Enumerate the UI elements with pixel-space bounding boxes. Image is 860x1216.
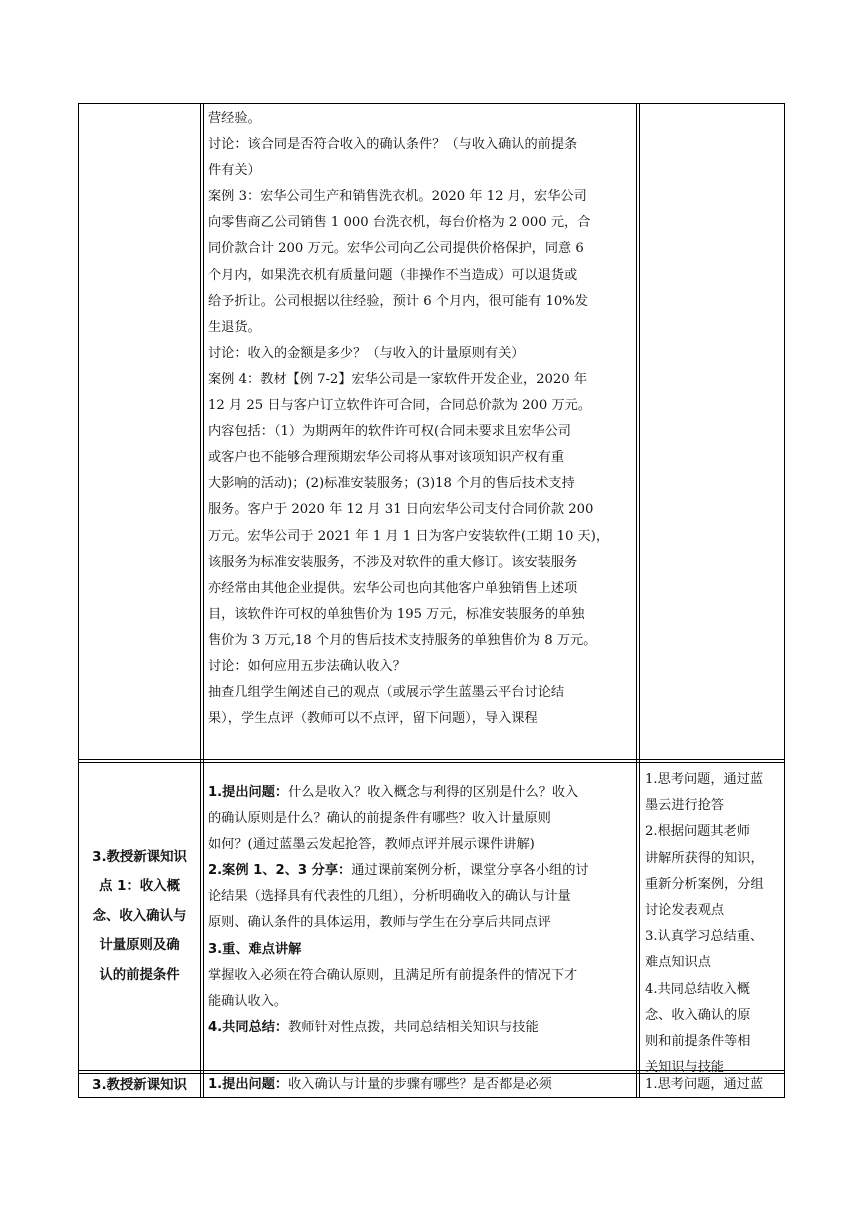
- bold-lead: 4.共同总结：: [208, 1019, 289, 1035]
- section3-middle-line: [208, 1073, 634, 1097]
- text-line: 案例 4：教材【例 7-2】宏华公司是一家软件开发企业，2020 年: [208, 371, 588, 387]
- text-line: 亦经常由其他企业提供。宏华公司也向其他客户单独销售上述项: [208, 580, 578, 596]
- text-line: 万元。宏华公司于 2021 年 1 月 1 日为客户安装软件(工期 10 天)，: [208, 528, 610, 544]
- line-text: 掌握收入必须在符合确认原则，且满足所有前提条件的情况下才: [208, 967, 578, 983]
- section2-left-cell: [79, 763, 200, 1070]
- line-text: 原则、确认条件的具体运用，教师与学生在分享后共同点评: [208, 915, 551, 931]
- topic-line: 认的前提条件: [99, 967, 180, 983]
- activity-line: 2.根据问题其老师: [645, 824, 750, 840]
- text-line: [208, 832, 634, 858]
- text-line: 讨论：如何应用五步法确认收入？: [208, 658, 406, 674]
- text-line: [208, 937, 634, 963]
- section3-middle-cell: [208, 1073, 634, 1097]
- text-line: [208, 884, 634, 910]
- section1-middle-cell: [208, 106, 634, 732]
- text-line: 给予折让。公司根据以往经验，预计 6 个月内，很可能有 10%发: [208, 293, 588, 309]
- text-line: 售价为 3 万元,18 个月的售后技术支持服务的单独售价为 8 万元。: [208, 632, 597, 648]
- bold-lead: 2.案例 1、2、3 分享：: [208, 863, 352, 879]
- activity-line: 则和前提条件等相: [645, 1034, 751, 1050]
- activity-line: 难点知识点: [645, 955, 711, 971]
- topic-line: 计量原则及确: [99, 938, 180, 954]
- section2-middle-cell: [208, 780, 634, 1041]
- text-line: [208, 910, 634, 936]
- text-line: 生退货。: [208, 319, 261, 335]
- section1-right-cell: [640, 104, 784, 759]
- text-line: [208, 858, 634, 884]
- text-line: [208, 989, 634, 1015]
- text-line: 服务。客户于 2020 年 12 月 31 日向宏华公司支付合同价款 200: [208, 502, 594, 518]
- line-text: 通过课前案例分析，课堂分享各小组的讨: [351, 863, 589, 879]
- line-text: 论结果（选择具有代表性的几组），分析明确收入的确认与计量: [208, 889, 571, 905]
- section2-left-text: [92, 843, 187, 991]
- text-line: 讨论：该合同是否符合收入的确认条件？（与收入确认的前提条: [208, 137, 578, 153]
- text-line: 个月内，如果洗衣机有质量问题（非操作不当造成）可以退货或: [208, 267, 578, 283]
- line-text: 能确认收入。: [208, 993, 288, 1009]
- text-line: 向零售商乙公司销售 1 000 台洗衣机，每台价格为 2 000 元，合: [208, 215, 591, 231]
- line-text: 如何？(通过蓝墨云发起抢答，教师点评并展示课件讲解): [208, 837, 535, 853]
- text-line: [208, 806, 634, 832]
- text-line: [208, 963, 634, 989]
- topic-line: 3.教授新课知识: [92, 849, 187, 865]
- section3-bold-lead: 1.提出问题：: [208, 1077, 289, 1092]
- activity-line: 讲解所获得的知识，: [645, 850, 764, 866]
- text-line: 该服务为标准安装服务，不涉及对软件的重大修订。该安装服务: [208, 554, 578, 570]
- text-line: 案例 3：宏华公司生产和销售洗衣机。2020 年 12 月，宏华公司: [208, 189, 587, 205]
- section3-left-cell: [79, 1073, 200, 1097]
- text-line: 12 月 25 日与客户订立软件许可合同，合同总价款为 200 万元。: [208, 398, 592, 414]
- text-line: 抽查几组学生阐述自己的观点（或展示学生蓝墨云平台讨论结: [208, 685, 565, 701]
- activity-line: 墨云进行抢答: [645, 798, 725, 814]
- line-text: 教师针对性点拨，共同总结相关知识与技能: [288, 1019, 539, 1035]
- line-text: 的确认原则是什么？确认的前提条件有哪些？收入计量原则: [208, 811, 551, 827]
- text-line: [208, 1015, 634, 1041]
- activity-line: 关知识与技能: [645, 1060, 725, 1076]
- section3-right-cell: [645, 1073, 783, 1097]
- activity-line: 重新分析案例，分组: [645, 876, 764, 892]
- bold-lead: 3.重、难点讲解: [208, 941, 302, 957]
- activity-line: 4.共同总结收入概: [645, 981, 750, 997]
- topic-line: 点 1：收入概: [99, 879, 180, 895]
- activity-line: 念、收入确认的原: [645, 1007, 751, 1023]
- text-line: 或客户也不能够合理预期宏华公司将从事对该项知识产权有重: [208, 450, 565, 466]
- section3-left-text: 3.教授新课知识: [92, 1078, 187, 1093]
- section2-right-cell: [645, 767, 783, 1081]
- text-line: [208, 780, 634, 806]
- activity-line: 讨论发表观点: [645, 903, 725, 919]
- text-line: 营经验。: [208, 111, 261, 126]
- bold-lead: 1.提出问题：: [208, 785, 289, 800]
- text-line: 大影响的活动)；(2)标准安装服务；(3)18 个月的售后技术支持: [208, 476, 575, 492]
- text-line: 件有关）: [208, 163, 261, 179]
- text-line: 果），学生点评（教师可以不点评，留下问题），导入课程: [208, 711, 538, 727]
- text-line: 内容包括：（1）为期两年的软件许可权(合同未要求且宏华公司: [208, 424, 571, 440]
- activity-line: 1.思考问题，通过蓝: [645, 772, 764, 787]
- text-line: 目，该软件许可权的单独售价为 195 万元，标准安装服务的单独: [208, 606, 585, 622]
- line-text: 什么是收入？收入概念与利得的区别是什么？收入: [288, 785, 579, 800]
- section3-right-text: 1.思考问题，通过蓝: [645, 1077, 764, 1092]
- section1-left-cell: [79, 104, 200, 759]
- text-line: 讨论：收入的金额是多少？（与收入的计量原则有关）: [208, 345, 525, 361]
- activity-line: 3.认真学习总结重、: [645, 929, 764, 945]
- lesson-plan-table: [78, 103, 785, 1098]
- section3-text: 收入确认与计量的步骤有哪些？是否都是必须: [288, 1077, 552, 1092]
- text-line: 同价款合计 200 万元。宏华公司向乙公司提供价格保护，同意 6: [208, 241, 584, 257]
- topic-line: 念、收入确认与: [92, 908, 187, 924]
